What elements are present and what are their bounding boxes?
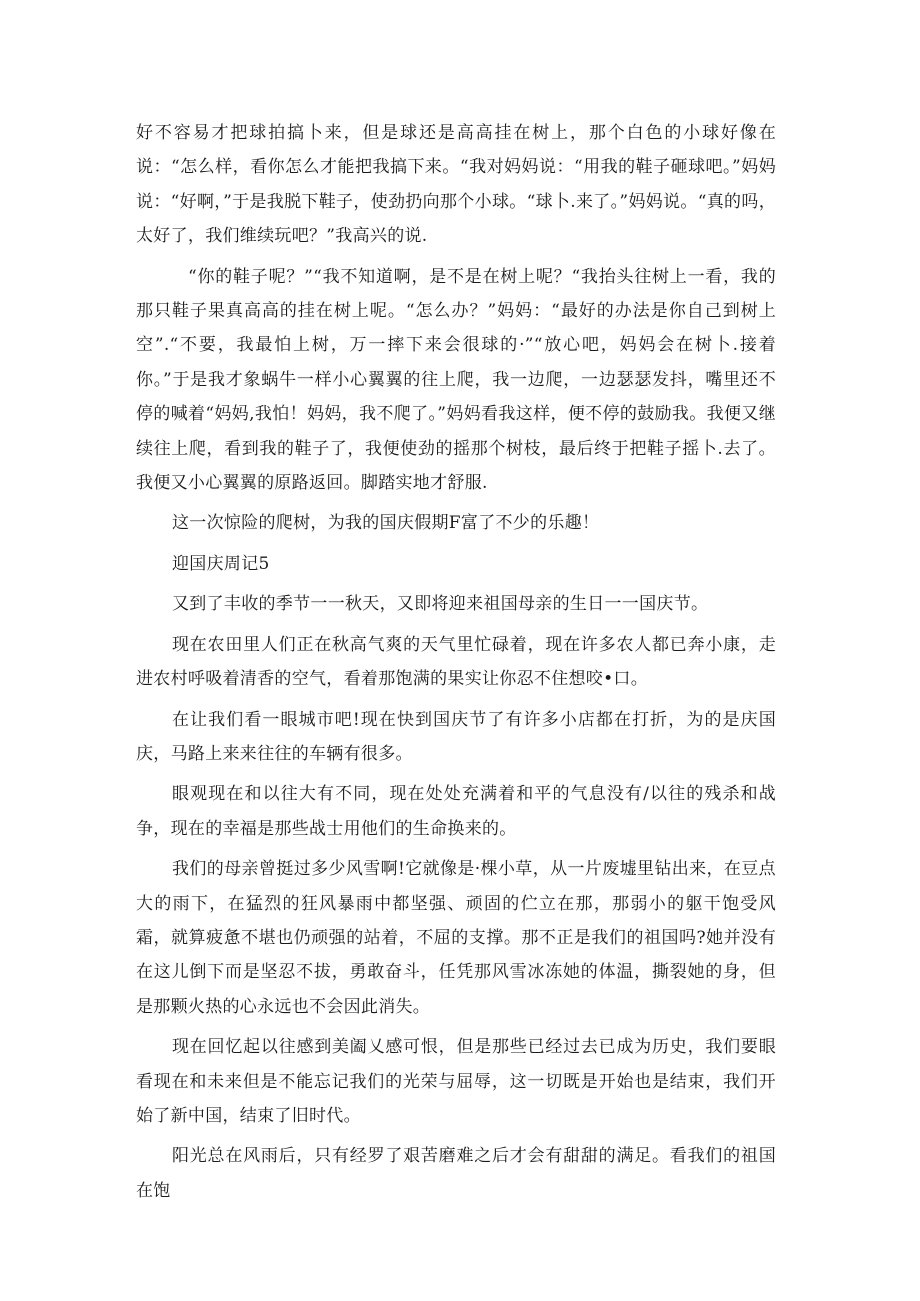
paragraph-6: 现在农田里人们正在秋高气爽的天气里忙碌着，现在许多农人都已奔小康，走进农村呼吸着清香的空气，看着那饱满的果实让你忍不住想咬•口。 [136, 634, 776, 690]
paragraph-9: 我们的母亲曾挺过多少风雪啊!它就像是·棵小草，从一片废墟里钻出来，在豆点大的雨下，在猛烈的狂风暴雨中都坚强、顽固的伫立在那，那弱小的躯干饱受风霜，就算疲惫不堪也仍顽强的站着，不屈的支撑。那不正是我们的祖国吗?她并没有在这儿倒下而是坚忍不拔，勇敢奋斗，任凭那风雪冰冻她的体温，撕裂她的身，但是那颗火热的心永远也不会因此消失。 [136, 859, 776, 1017]
paragraph-10: 现在回忆起以往感到美阖乂感可恨，但是那些已经过去已成为历史，我们要眼看现在和未来但是不能忘记我们的光荣与屈辱，这一切既是开始也是结束，我们开始了新中国，结束了旧时代。 [136, 1037, 776, 1126]
paragraph-8: 眼观现在和以往大有不同，现在处处充满着和平的气息没有/以往的残杀和战争，现在的幸福是那些战士用他们的生命换来的。 [136, 784, 776, 839]
paragraph-1: 好不容易才把球拍搞卜来，但是球还是高高挂在树上，那个白色的小球好像在说：“怎么样，看你怎么才能把我搞下来。“我对妈妈说：“用我的鞋子砸球吧。”妈妈说：“好啊，”于是我脱下鞋子，使劲扔向那个小球。“球卜.来了。”妈妈说。“真的吗，太好了，我们维续玩吧？”我高兴的说. [136, 123, 776, 247]
paragraph-11: 阳光总在风雨后，只有经罗了艰苦磨难之后才会有甜甜的满足。看我们的祖国在饱 [136, 1146, 776, 1201]
paragraph-3: 这一次惊险的爬树，为我的国庆假期F富了不少的乐趣！ [172, 513, 600, 534]
document-body [136, 116, 776, 1214]
paragraph-2: “你的鞋子呢？”“我不知道啊，是不是在树上呢？“我抬头往树上一看，我的那只鞋子果真高高的挂在树上呢。“怎么办？”妈妈：“最好的办法是你自己到树上空”.“不要，我最怕上树，万一摔下来会很球的·”“放心吧，妈妈会在树卜.接着你。”于是我才象蜗牛一样小心翼翼的往上爬，我一边爬，一边瑟瑟发抖，嘴里还不停的喊着“妈妈,我怕！妈妈，我不爬了。”妈妈看我这样，便不停的鼓励我。我便又继续往上爬，看到我的鞋子了，我便使劲的摇那个树枝，最后终于把鞋子摇卜.去了。我便又小心翼翼的原路返回。脚踏实地才舒服. [136, 266, 776, 494]
paragraph-5: 又到了丰收的季节一一秋天，又即将迎来祖国母亲的生日一一国庆节。 [172, 594, 709, 615]
section-heading: 迎国庆周记5 [172, 553, 270, 574]
paragraph-7: 在让我们看一眼城市吧!现在快到国庆节了有许多小店都在打折，为的是庆国庆，马路上来来往往的车辆有很多。 [136, 709, 776, 764]
